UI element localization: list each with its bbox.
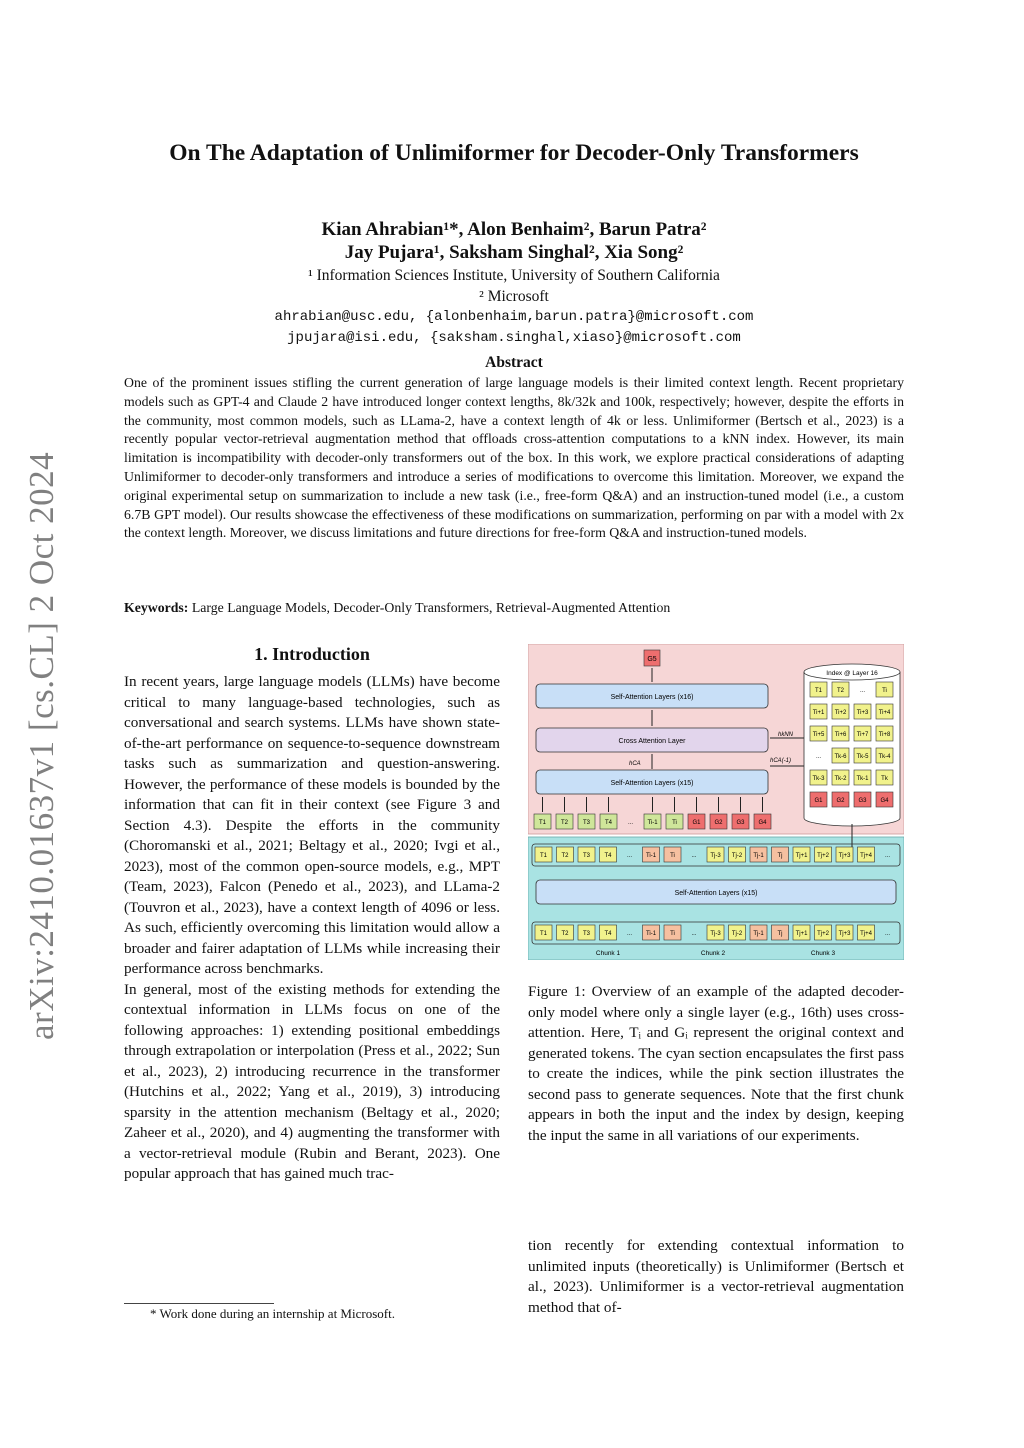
intro-paragraph-2: In general, most of the existing methods for extending the contextual information in LLMs focus on one of the following approaches: 1) extending positional embeddings through extrapolation or interpolation (Press et al., 2022; Sun et al., 2023), 2) introducing recurrence in the transformer (Hutchins et al., 2022; Yang et al., 2019), 3) introducing sparsity in the attention mechanism (Beltagy et al., 2020; Zaheer et al., 2020), and 4) augmenting the transformer with a vector-retrieval module (Rubin and Berant, 2023). One popular approach that has gained much trac- [124,980,500,1182]
chunk-token: Tj+4 [860,853,872,859]
chunk-token: Tj-1 [753,931,764,937]
input-token: T3 [582,820,591,826]
chunk-token: Tj-2 [731,931,743,937]
figure-1-diagram [528,644,904,960]
keywords-text: Large Language Models, Decoder-Only Transformers, Retrieval-Augmented Attention [191,600,671,615]
index-token: Ti+3 [856,710,869,716]
index-token: Ti+4 [878,710,891,716]
chunk-token: Tj-3 [710,931,721,937]
chunk-token: Ti [670,931,675,937]
index-token: Ti+6 [834,732,847,738]
index-token: Tk-5 [856,754,869,760]
intro-paragraph-1: In recent years, large language models (LLMs) have become critical to many language-based technologies, such as conversational and search systems. LLMs have shown state-of-the-art performance on sequence-to-sequence downstream tasks such as summarization and question-answering. However, the performance of these models is bounded by the information that can fit in their context (see Figure 3 and Section 4.3). Despite the efforts in the community (Choromanski et al., 2021; Beltagy et al., 2020; Ivgi et al., 2023), most of the common open-source models, e.g., MPT (Team, 2023), Falcon (Penedo et al., 2023), and LLama-2 (Touvron et al., 2023), have a context length of 4096 or less. As such, efficiently overcoming this limitation would allow a broader and fairer adaptation of LLMs while increasing their performance across benchmarks. [124,673,500,977]
footnote: * Work done during an internship at Microsoft. [150,1306,395,1321]
h-ca-prev-label: hCA(-1) [770,758,792,764]
left-column [124,672,500,1185]
index-token: ... [859,688,866,694]
input-token: G3 [736,820,745,826]
chunk-token: ... [884,853,891,859]
input-token: G1 [692,820,701,826]
chunk-token: Tj+3 [838,931,851,937]
chunk-token: Tj-2 [731,853,743,859]
abstract-heading: Abstract [485,354,543,371]
chunk-token: ... [691,931,697,937]
index-token: G1 [814,798,823,804]
affiliations [124,265,904,307]
h-ca-label: hCA [629,761,641,767]
input-token: Ti-1 [647,820,658,826]
author-line-1: Kian Ahrabian¹*, Alon Benhaim², Barun Patra² [321,219,707,240]
index-token: Ti+2 [834,710,847,716]
index-token: Tk [881,776,888,782]
input-token: G4 [758,820,767,826]
chunk-token: ... [626,853,633,859]
chunk-token: Ti-1 [645,931,657,937]
email-list [124,307,904,349]
chunk-token: Ti [670,853,675,859]
footnote-rule [124,1303,274,1304]
chunk-token: T4 [604,931,612,937]
index-token: Tk-4 [878,754,891,760]
chunk-token: Tj+2 [817,853,829,859]
chunk-token: ... [691,853,697,859]
index-token: Ti+1 [812,710,825,716]
chunk-3-label: Chunk 3 [810,950,836,957]
lower-chunk-token-row [535,925,890,940]
index-title: Index @ Layer 16 [826,670,878,677]
chunk-token: T1 [539,853,548,859]
input-token: T1 [538,820,547,826]
index-token: Ti+8 [878,732,891,738]
chunk-token: T3 [582,853,591,859]
chunk-token: Tj+1 [795,853,808,859]
affiliation-1: ¹ Information Sciences Institute, University of Southern California [308,267,720,284]
index-token: T2 [836,688,845,694]
figure-1-caption: Figure 1: Overview of an example of the adapted decoder-only model where only a single layer (e.g., 16th) uses cross-attention. Here, Tᵢ and Gᵢ represent the original context and generated tokens. The cyan section encapsulates the first pass to create the indices, while the pink section illustrates the second pass to generate sequences. Note that the first chunk appears in both the input and the index by design, keeping the input the same in all variations of our experiments. [528,983,904,1144]
index-token: G2 [836,798,845,804]
author-list [124,218,904,264]
chunk-token: T3 [582,931,591,937]
right-column-text: tion recently for extending contextual information to unlimited inputs (theoretically) is Unlimiformer (Bertsch et al., 2023). Unlimiformer is a vector-retrieval augmentation method that of- [528,1237,904,1316]
chunk-token: ... [626,931,633,937]
chunk-token: Tj+3 [838,853,851,859]
input-token: T4 [604,820,613,826]
index-token: G4 [880,798,889,804]
chunk-2-label: Chunk 2 [700,950,726,957]
cross-attention-label: Cross Attention Layer [618,738,686,745]
index-token: ... [815,754,822,760]
chunk-token: Tj-3 [710,853,721,859]
self-attention-x15-bottom-label: Self-Attention Layers (x15) [674,890,758,897]
email-line-2: jpujara@isi.edu, {saksham.singhal,xiaso}@microsoft.com [287,330,741,346]
chunk-token: Tj+4 [860,931,872,937]
input-token: Ti [672,820,677,826]
keywords-label: Keywords: [124,600,189,615]
index-token: Ti+5 [812,732,825,738]
chunk-token: T1 [539,931,548,937]
index-token: Tk-3 [812,776,825,782]
index-token: Ti+7 [856,732,869,738]
section-heading-introduction: 1. Introduction [254,644,370,664]
keywords [124,600,904,616]
index-token: T1 [814,688,823,694]
chunk-token: Tj+1 [795,931,808,937]
chunk-token: Tj [777,853,783,859]
chunk-token: ... [884,931,891,937]
upper-chunk-token-row [535,847,890,862]
abstract-body: One of the prominent issues stifling the current generation of large language models is their limited context length. Recent proprietary models such as GPT-4 and Claude 2 have introduced longer context lengths, 8k/32k and 100k, respectively; however, despite the efforts in the community, most common models, such as LLama-2, have a context length of 4k or less. Unlimiformer (Bertsch et al., 2023) is a recently popular vector-retrieval augmentation method that offloads cross-attention computations to a kNN index. However, its main limitation is incompatibility with decoder-only transformers out of the box. In this work, we explore practical considerations of adapting Unlimiformer to decoder-only transformers and introduce a series of modifications to overcome this limitation. Moreover, we expand the original experimental setup on summarization to include a new task (i.e., free-form Q&A) and an instruction-tuned model (i.e., a custom 6.7B GPT model). Our results showcase the effectiveness of these modifications on summarization, performing on par with a model with 2x the context length. Moreover, we discuss limitations and future directions for free-form Q&A and instruction-tuned models. [124,375,904,541]
index-token: Ti [882,688,887,694]
index-token: Tk-1 [856,776,869,782]
self-attention-x15-top-label: Self-Attention Layers (x15) [610,780,694,787]
index-token: Tk-6 [834,754,847,760]
chunk-token: Tj [777,931,783,937]
input-token: G2 [714,820,723,826]
chunk-token: T4 [604,853,612,859]
index-token: Tk-2 [834,776,847,782]
self-attention-x16-label: Self-Attention Layers (x16) [610,694,694,701]
author-line-2: Jay Pujara¹, Saksham Singhal², Xia Song² [344,242,684,263]
output-token-g5-label: G5 [647,656,657,663]
chunk-1-label: Chunk 1 [595,950,621,957]
chunk-token: Ti-1 [645,853,657,859]
email-line-1: ahrabian@usc.edu, {alonbenhaim,barun.patra}@microsoft.com [274,309,754,325]
chunk-token: T2 [561,931,569,937]
chunk-token: Tj-1 [753,853,764,859]
index-token: G3 [858,798,867,804]
chunk-token: T2 [561,853,569,859]
input-token: ... [627,820,634,826]
h-knn-label: hkNN [778,732,794,738]
chunk-token: Tj+2 [817,931,829,937]
affiliation-2: ² Microsoft [479,288,549,305]
input-token: T2 [560,820,569,826]
paper-title: On The Adaptation of Unlimiformer for Decoder-Only Transformers [169,140,859,166]
arxiv-identifier: arXiv:2410.01637v1 [cs.CL] 2 Oct 2024 [22,451,61,1040]
